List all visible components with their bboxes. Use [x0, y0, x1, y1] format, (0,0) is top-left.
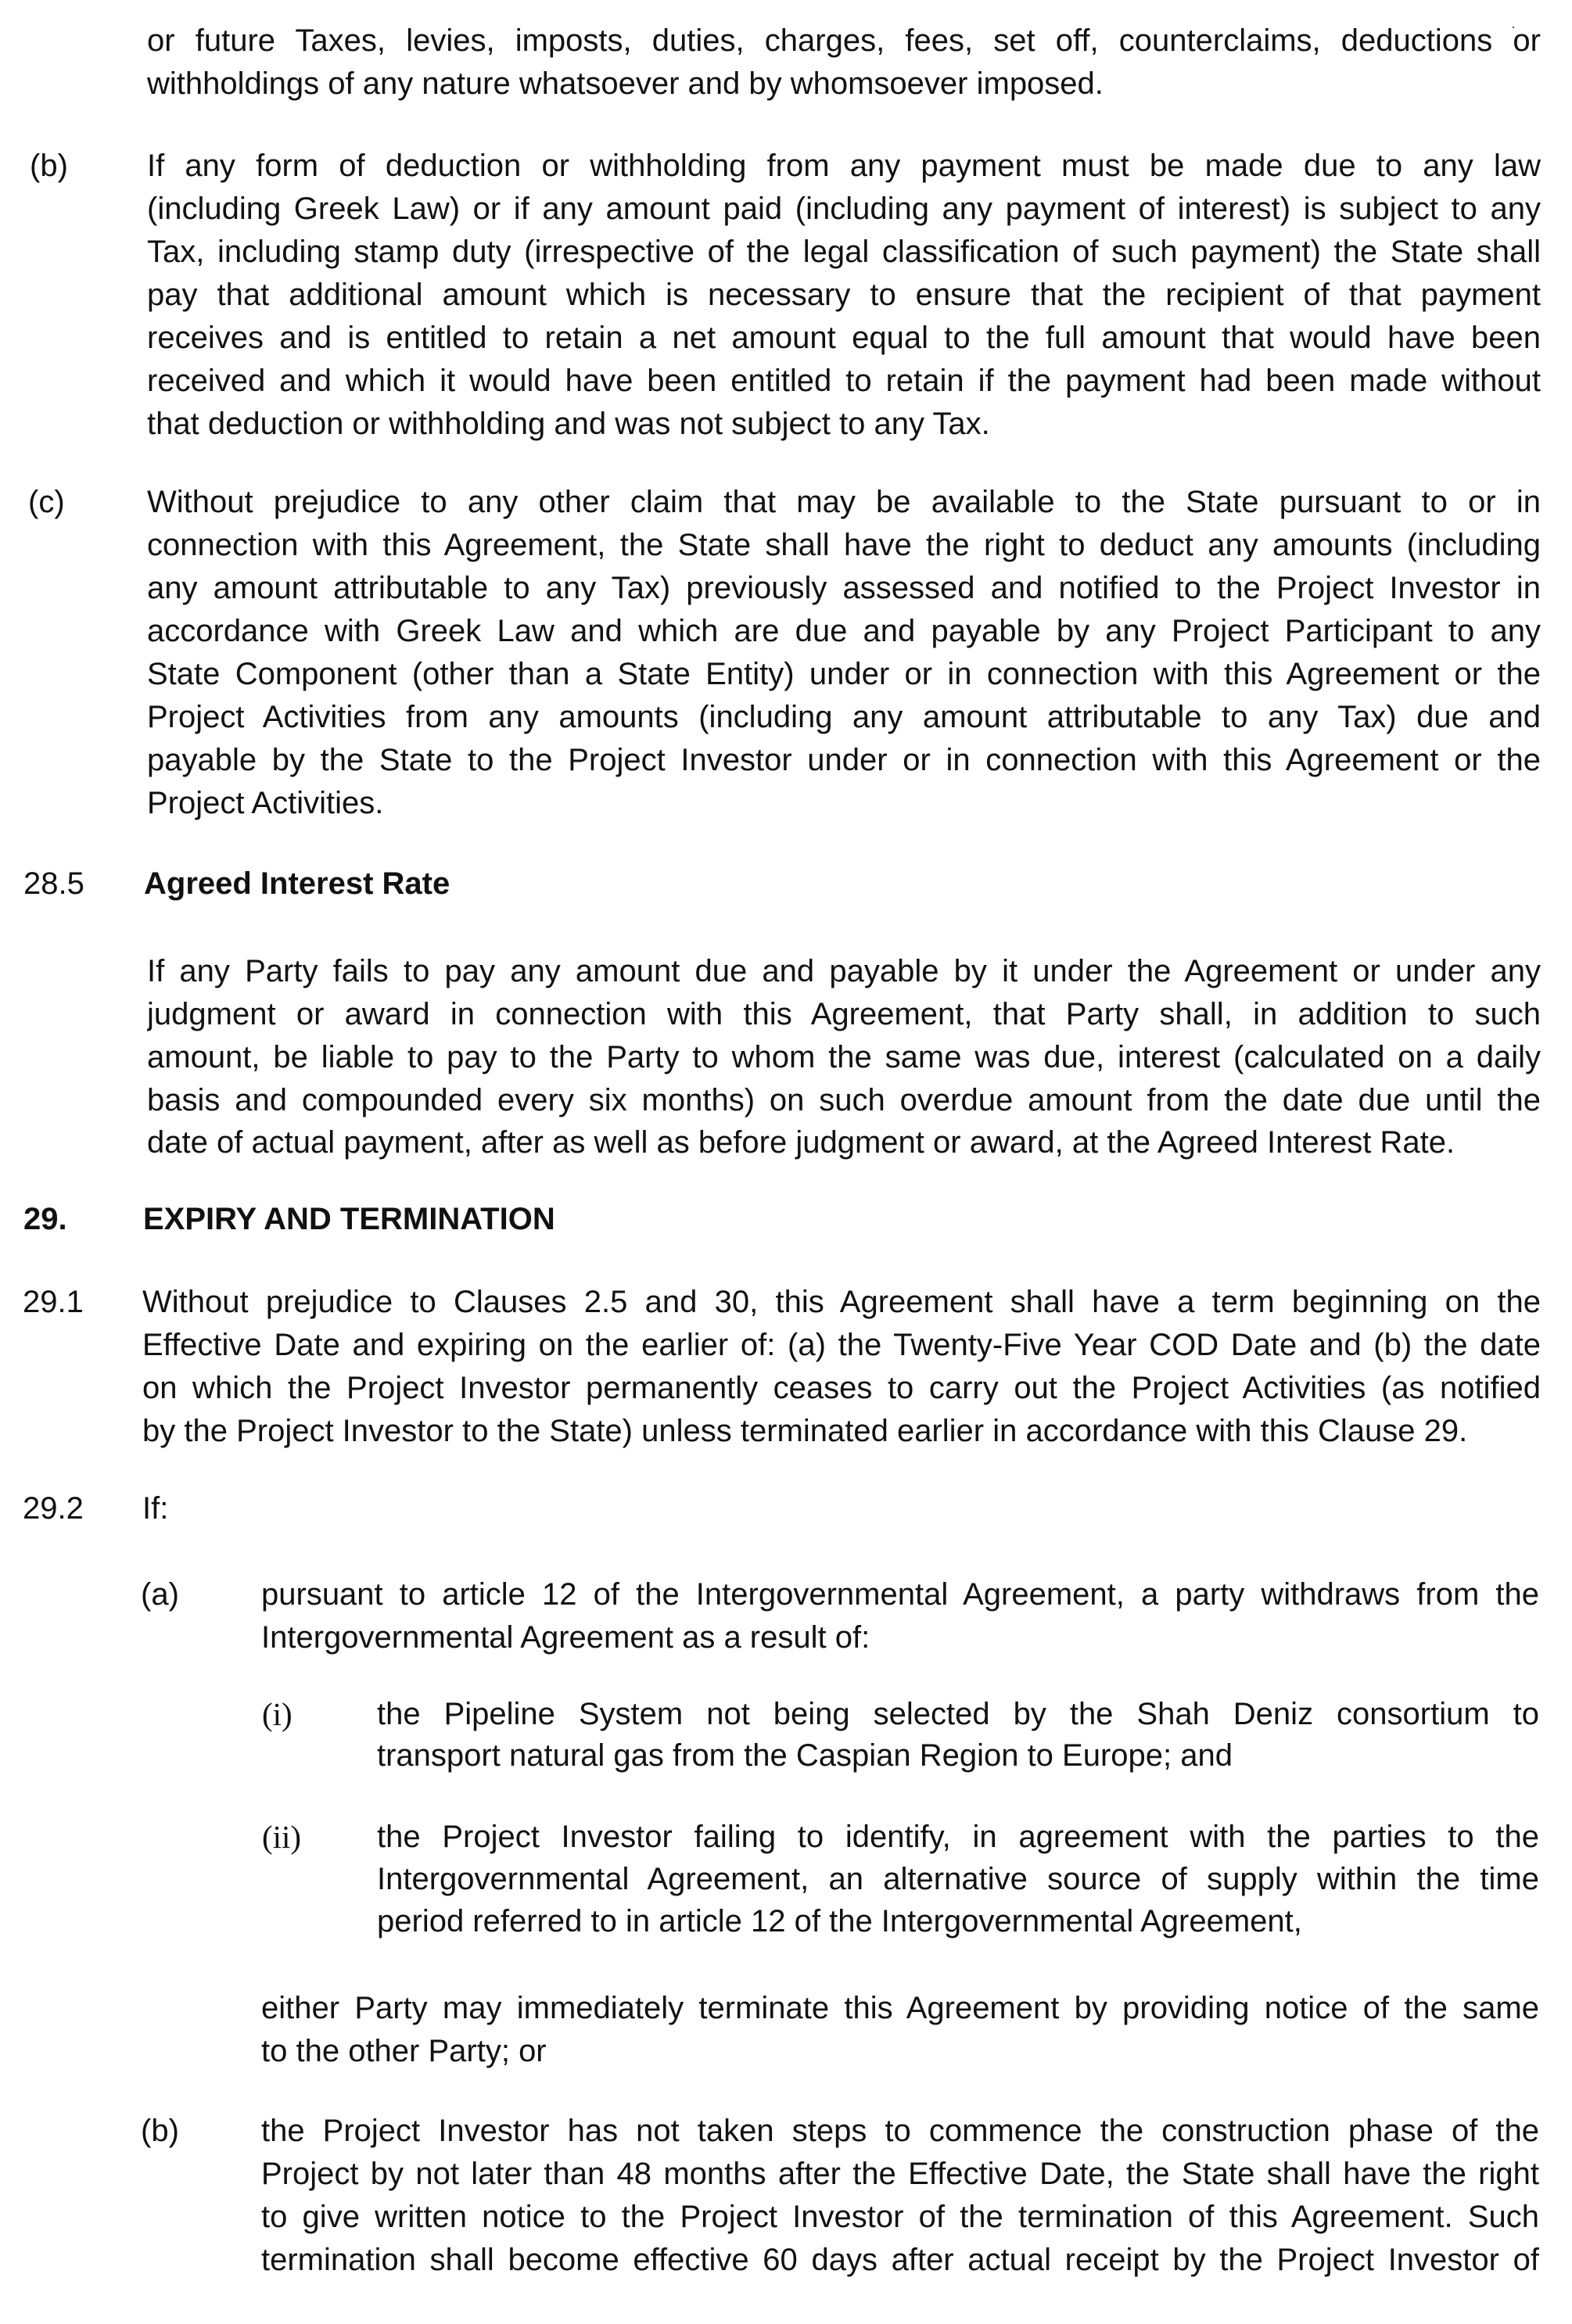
paragraph-line: Project Activities from any amounts (including any amount attributable to any Tax) due and — [147, 700, 1541, 734]
section-number: 29. — [23, 1202, 67, 1236]
paragraph-line: If any form of deduction or withholding from any payment must be made due to any law — [147, 149, 1541, 183]
clause-number: 29.1 — [23, 1285, 84, 1319]
paragraph-line: any amount attributable to any Tax) previously assessed and notified to the Project Investor in — [147, 571, 1541, 605]
paragraph-line: Without prejudice to Clauses 2.5 and 30, this Agreement shall have a term beginning on the — [142, 1285, 1541, 1319]
paragraph-line: Effective Date and expiring on the earlier of: (a) the Twenty-Five Year COD Date and (b) the date — [142, 1328, 1541, 1362]
paragraph-line: Intergovernmental Agreement as a result of: — [261, 1620, 870, 1655]
clause-intro: If: — [142, 1491, 169, 1526]
paragraph-line: either Party may immediately terminate this Agreement by providing notice of the same — [261, 1991, 1539, 2025]
paragraph-line: Intergovernmental Agreement, an alternative source of supply within the time — [377, 1862, 1539, 1896]
paragraph-line: received and which it would have been entitled to retain if the payment had been made without — [147, 364, 1541, 398]
paragraph-line: State Component (other than a State Entity) under or in connection with this Agreement or the — [147, 657, 1541, 691]
paragraph-line: the Project Investor has not taken steps to commence the construction phase of the — [261, 2114, 1539, 2148]
paragraph-line: (including Greek Law) or if any amount paid (including any payment of interest) is subject to any — [147, 192, 1541, 226]
paragraph-line: judgment or award in connection with this Agreement, that Party shall, in addition to such — [147, 997, 1541, 1031]
clause-label: (c) — [28, 485, 65, 519]
paragraph-line: pursuant to article 12 of the Intergovernmental Agreement, a party withdraws from the — [261, 1577, 1539, 1612]
paragraph-line: Project Activities. — [147, 786, 384, 820]
paragraph-line: If any Party fails to pay any amount due and payable by it under the Agreement or under any — [147, 954, 1541, 988]
paragraph-line: Tax, including stamp duty (irrespective of the legal classification of such payment) the State shall — [147, 235, 1541, 269]
paragraph-line: or future Taxes, levies, imposts, duties, charges, fees, set off, counterclaims, deductions or — [147, 23, 1541, 58]
paragraph-line: accordance with Greek Law and which are due and payable by any Project Participant to any — [147, 614, 1541, 648]
subclause-label: (b) — [141, 2114, 179, 2148]
subclause-label: (a) — [141, 1577, 179, 1612]
paragraph-line: period referred to in article 12 of the Intergovernmental Agreement, — [377, 1904, 1302, 1938]
paragraph-line: the Pipeline System not being selected by the Shah Deniz consortium to — [377, 1697, 1539, 1731]
subsubclause-label: (i) — [262, 1696, 293, 1732]
paragraph-line: payable by the State to the Project Investor under or in connection with this Agreement or the — [147, 743, 1541, 777]
paragraph-line: on which the Project Investor permanently ceases to carry out the Project Activities (as notified — [142, 1371, 1541, 1405]
subsubclause-label: (ii) — [262, 1819, 302, 1855]
paragraph-line: date of actual payment, after as well as before judgment or award, at the Agreed Interest Rate. — [147, 1125, 1455, 1160]
paragraph-line: to give written notice to the Project Investor of the termination of this Agreement. Such — [261, 2200, 1539, 2234]
paragraph-line: pay that additional amount which is necessary to ensure that the recipient of that payment — [147, 278, 1541, 312]
paragraph-line: the Project Investor failing to identify, in agreement with the parties to the — [377, 1820, 1539, 1854]
section-heading: EXPIRY AND TERMINATION — [143, 1202, 555, 1236]
paragraph-line: receives and is entitled to retain a net amount equal to the full amount that would have been — [147, 321, 1541, 355]
clause-heading: Agreed Interest Rate — [144, 866, 450, 901]
paragraph-line: withholdings of any nature whatsoever and by whomsoever imposed. — [147, 66, 1104, 101]
paragraph-line: connection with this Agreement, the State shall have the right to deduct any amounts (including — [147, 528, 1541, 562]
paragraph-line: amount, be liable to pay to the Party to whom the same was due, interest (calculated on a daily — [147, 1040, 1541, 1074]
clause-number: 28.5 — [23, 866, 84, 901]
paragraph-line: transport natural gas from the Caspian Region to Europe; and — [377, 1738, 1233, 1773]
clause-label: (b) — [30, 149, 68, 183]
paragraph-line: by the Project Investor to the State) unless terminated earlier in accordance with this Clause 29. — [142, 1414, 1468, 1448]
paragraph-line: termination shall become effective 60 days after actual receipt by the Project Investor of — [261, 2243, 1539, 2277]
paragraph-line: Project by not later than 48 months after the Effective Date, the State shall have the right — [261, 2157, 1539, 2191]
paragraph-line: Without prejudice to any other claim that may be available to the State pursuant to or in — [147, 485, 1541, 519]
clause-number: 29.2 — [23, 1491, 84, 1526]
paragraph-line: to the other Party; or — [261, 2034, 547, 2068]
paragraph-line: basis and compounded every six months) on such overdue amount from the date due until the — [147, 1083, 1541, 1117]
paragraph-line: that deduction or withholding and was not subject to any Tax. — [147, 407, 990, 441]
